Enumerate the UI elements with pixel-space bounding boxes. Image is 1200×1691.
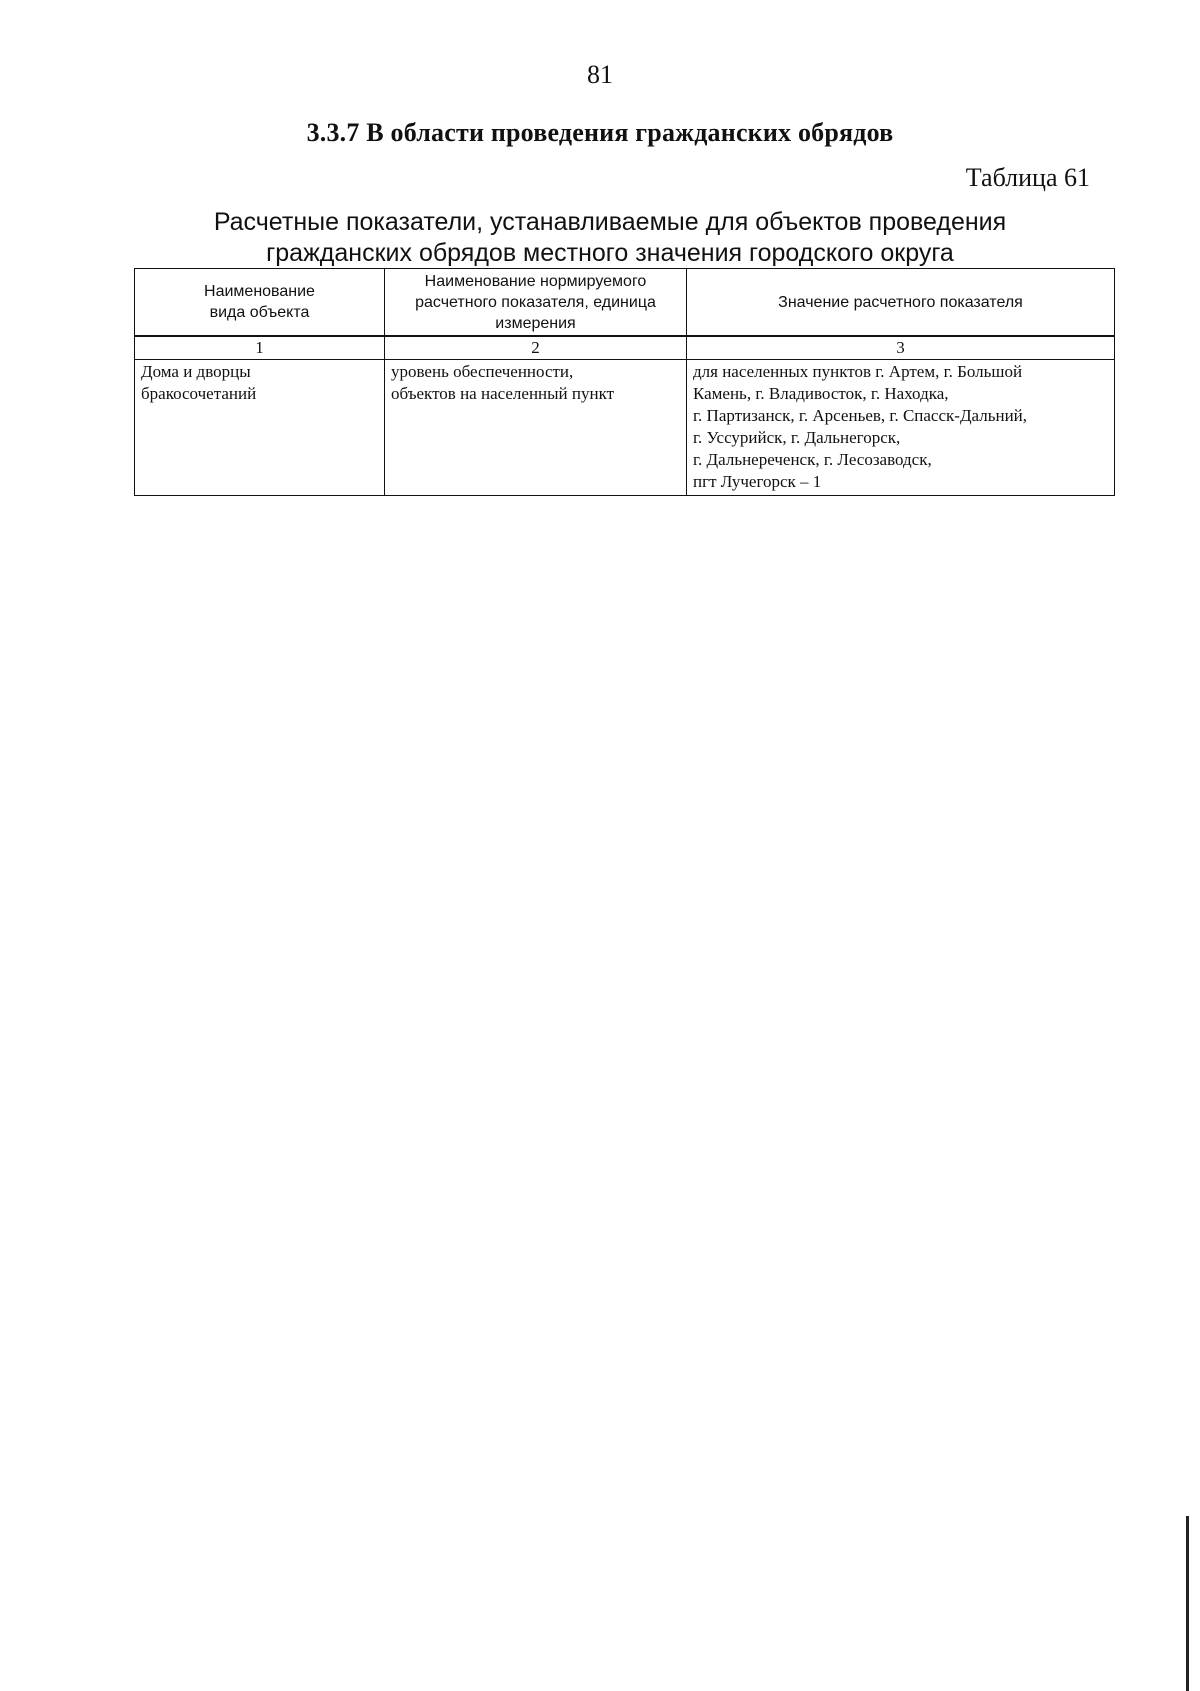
value-line-6: пгт Лучегорск – 1 xyxy=(693,472,822,491)
table-number: Таблица 61 xyxy=(965,163,1090,192)
table-row xyxy=(135,360,1115,496)
table-caption-line-2: гражданских обрядов местного значения городского округа xyxy=(266,239,954,267)
column-number: 1 xyxy=(135,337,385,360)
value-line-5: г. Дальнереченск, г. Лесозаводск, xyxy=(693,450,932,469)
object-type-cell xyxy=(135,360,385,496)
object-type-line-1: Дома и дворцы xyxy=(141,362,251,381)
object-type-line-2: бракосочетаний xyxy=(141,384,257,403)
indicators-table xyxy=(134,268,1115,496)
header-indicator-line-3: измерения xyxy=(495,314,576,332)
section-title: 3.3.7 В области проведения гражданских обрядов xyxy=(306,118,894,147)
value-cell xyxy=(687,360,1115,496)
indicator-line-2: объектов на населенный пункт xyxy=(391,384,615,403)
value-line-2: Камень, г. Владивосток, г. Находка, xyxy=(693,384,949,403)
header-value: Значение расчетного показателя xyxy=(687,269,1115,336)
column-number-row xyxy=(135,337,1115,360)
header-object-type xyxy=(135,269,385,336)
column-number: 2 xyxy=(385,337,687,360)
column-number: 3 xyxy=(687,337,1115,360)
indicator-cell xyxy=(385,360,687,496)
header-indicator-line-2: расчетного показателя, единица xyxy=(415,293,656,311)
table-caption-line-1: Расчетные показатели, устанавливаемые для объектов проведения xyxy=(213,208,1007,236)
scan-edge-line xyxy=(1186,1516,1189,1691)
table-caption xyxy=(140,207,1080,269)
table-header-row xyxy=(135,269,1115,336)
value-line-3: г. Партизанск, г. Арсеньев, г. Спасск-Дальний, xyxy=(693,406,1028,425)
header-indicator xyxy=(385,269,687,336)
header-object-type-line-1: Наименование xyxy=(204,283,315,300)
value-line-4: г. Уссурийск, г. Дальнегорск, xyxy=(693,428,901,447)
indicator-line-1: уровень обеспеченности, xyxy=(391,362,574,381)
header-indicator-line-1: Наименование нормируемого xyxy=(424,272,647,290)
header-object-type-line-2: вида объекта xyxy=(209,304,310,321)
value-line-1: для населенных пунктов г. Артем, г. Большой xyxy=(693,362,1023,381)
page-number: 81 xyxy=(587,60,613,89)
